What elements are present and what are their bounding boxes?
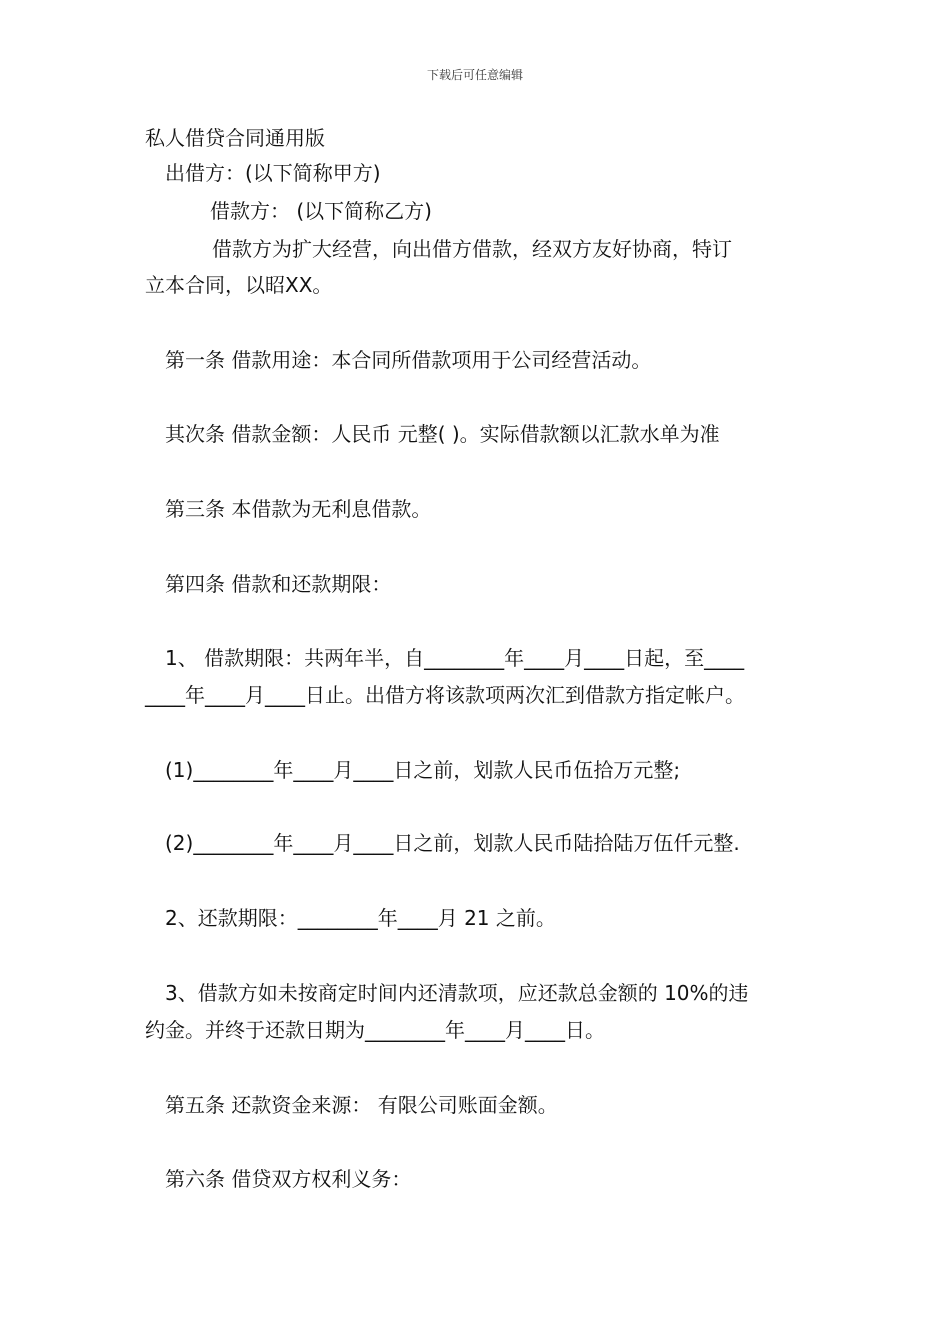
article-4-item-3-line2: 约金。并终于还款日期为________年____月____日。 xyxy=(145,1018,605,1042)
article-4-sub-item-2: (2)________年____月____日之前，划款人民币陆拾陆万伍仟元整. xyxy=(165,831,740,855)
article-4: 第四条 借款和还款期限： xyxy=(165,572,392,596)
article-5: 第五条 还款资金来源： 有限公司账面金额。 xyxy=(165,1093,558,1117)
lender-line: 出借方：(以下简称甲方) xyxy=(165,161,381,185)
page-header: 下载后可任意编辑 xyxy=(426,68,523,82)
article-2: 其次条 借款金额：人民币 元整( )。实际借款额以汇款水单为准 xyxy=(165,422,720,446)
intro-paragraph-line2: 立本合同，以昭XX。 xyxy=(145,273,333,297)
article-3: 第三条 本借款为无利息借款。 xyxy=(165,497,432,521)
article-6: 第六条 借贷双方权利义务： xyxy=(165,1167,412,1191)
article-4-item-2: 2、还款期限：________年____月 21 之前。 xyxy=(165,906,556,930)
intro-paragraph-line1: 借款方为扩大经营，向出借方借款，经双方友好协商，特订 xyxy=(212,237,732,261)
article-4-sub-item-1: (1)________年____月____日之前，划款人民币伍拾万元整; xyxy=(165,758,681,782)
article-4-item-1-line1: 1、 借款期限：共两年半，自________年____月____日起，至____ xyxy=(165,646,745,670)
document-title: 私人借贷合同通用版 xyxy=(145,126,325,150)
article-4-item-3-line1: 3、借款方如未按商定时间内还清款项，应还款总金额的 10%的违 xyxy=(165,981,749,1005)
article-1: 第一条 借款用途：本合同所借款项用于公司经营活动。 xyxy=(165,348,652,372)
article-4-item-1-line2: ____年____月____日止。出借方将该款项两次汇到借款方指定帐户。 xyxy=(145,683,745,707)
borrower-line: 借款方： (以下简称乙方) xyxy=(210,199,432,223)
